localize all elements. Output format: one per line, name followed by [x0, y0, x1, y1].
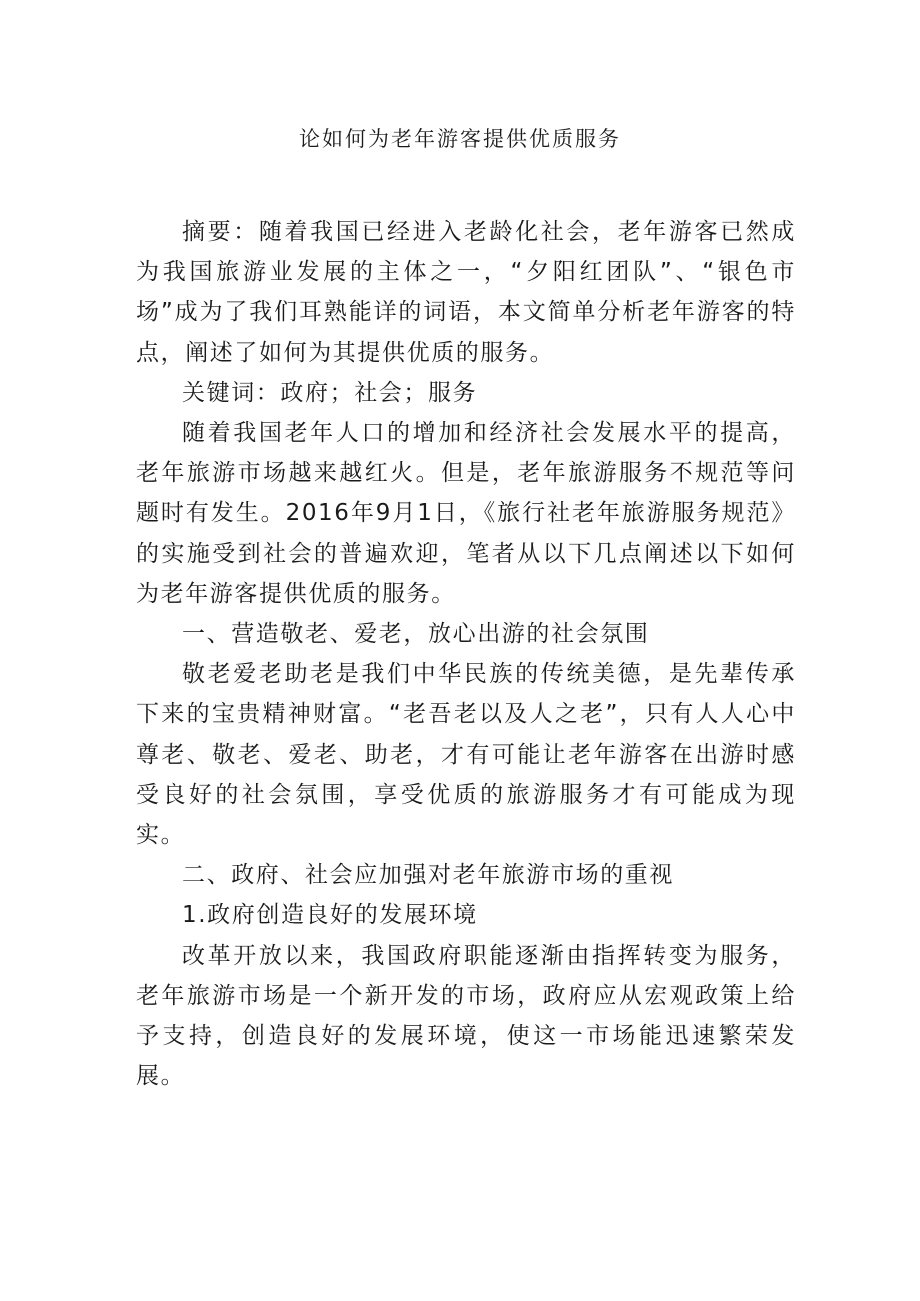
subsection-1-heading: 1.政府创造良好的发展环境 [182, 902, 478, 929]
subsection-1-paragraph: 改革开放以来，我国政府职能逐渐由指挥转变为服务，老年旅游市场是一个新开发的市场，政府应从宏观政策上给予支持，创造良好的发展环境，使这一市场能迅速繁荣发展。 [136, 942, 796, 1090]
section-1-heading: 一、营造敬老、爱老，放心出游的社会氛围 [182, 621, 650, 648]
section-2-heading: 二、政府、社会应加强对老年旅游市场的重视 [182, 862, 674, 889]
section-1-paragraph: 敬老爱老助老是我们中华民族的传统美德，是先辈传承下来的宝贵精神财富。“老吾老以及人之老”，只有人人心中尊老、敬老、爱老、助老，才有可能让老年游客在出游时感受良好的社会氛围，享受优质的旅游服务才有可能成为现实。 [136, 661, 796, 849]
abstract-paragraph: 摘要：随着我国已经进入老龄化社会，老年游客已然成为我国旅游业发展的主体之一，“夕阳红团队”、“银色市场”成为了我们耳熟能详的词语，本文简单分析老年游客的特点，阐述了如何为其提供优质的服务。 [136, 219, 796, 366]
document-body [136, 212, 796, 1096]
intro-paragraph: 随着我国老年人口的增加和经济社会发展水平的提高，老年旅游市场越来越红火。但是，老年旅游服务不规范等问题时有发生。2016年9月1日，《旅行社老年旅游服务规范》的实施受到社会的普遍欢迎，笔者从以下几点阐述以下如何为老年游客提供优质的服务。 [136, 420, 796, 607]
document-title: 论如何为老年游客提供优质服务 [299, 127, 621, 151]
keywords-line: 关键词：政府；社会；服务 [182, 379, 478, 406]
